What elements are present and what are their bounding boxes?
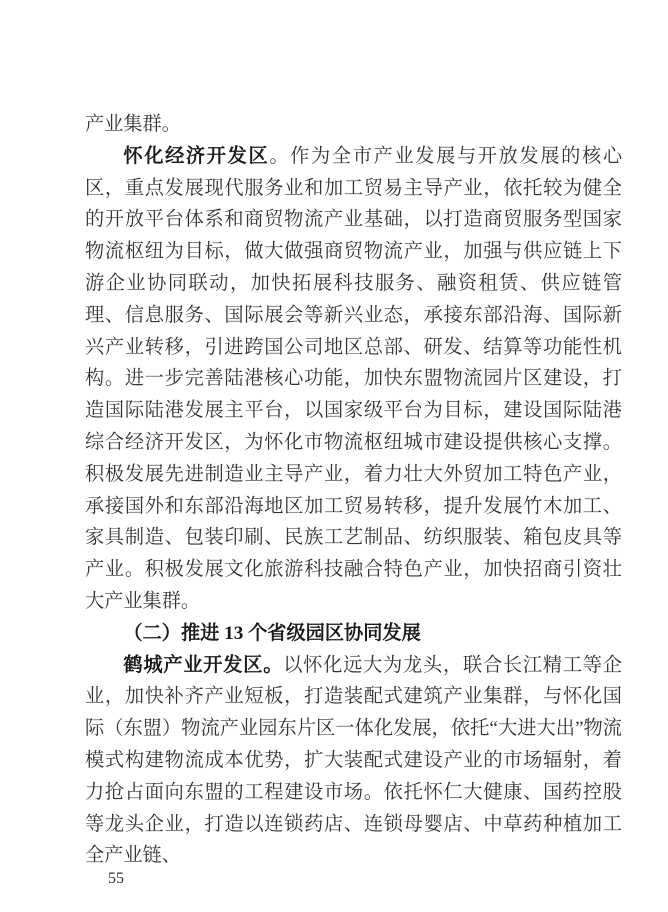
paragraph-lead-period: 。 bbox=[269, 145, 291, 167]
paragraph-lead-huaihua: 怀化经济开发区 bbox=[123, 145, 270, 167]
paragraph-text-hecheng: 以怀化远大为龙头，联合长江精工等企业，加快补齐产业短板，打造装配式建筑产业集群，与怀化国际（东盟）物流产业园东片区一体化发展，依托“大进大出”物流模式构建物流成本优势，扩大装配式建设产业的市场辐射，着力抢占面向东盟的工程建设市场。依托怀仁大健康、国药控股等龙头企业，打造以连锁药店、连锁母婴店、中草药种植加工全产业链、 bbox=[85, 654, 623, 867]
paragraph-lead-hecheng: 鹤城产业开发区。 bbox=[123, 654, 284, 676]
paragraph-hecheng-industrial-zone bbox=[85, 650, 622, 873]
paragraph-continuation: 产业集群。 bbox=[85, 114, 181, 135]
page-body-text bbox=[85, 109, 622, 872]
paragraph-text-huaihua: 作为全市产业发展与开放发展的核心区，重点发展现代服务业和加工贸易主导产业，依托较为健全的开放平台体系和商贸物流产业基础，以打造商贸服务型国家物流枢纽为目标，做大做强商贸物流产业，加强与供应链上下游企业协同联动，加快拓展科技服务、融资租赁、供应链管理、信息服务、国际展会等新兴业态，承接东部沿海、国际新兴产业转移，引进跨国公司地区总部、研发、结算等功能性机构。进一步完善陆港核心功能，加快东盟物流园片区建设，打造国际陆港发展主平台，以国家级平台为目标，建设国际陆港综合经济开发区，为怀化市物流枢纽城市建设提供核心支撑。积极发展先进制造业主导产业，着力壮大外贸加工特色产业，承接国外和东部沿海地区加工贸易转移，提升发展竹木加工、家具制造、包装印刷、民族工艺制品、纺织服装、箱包皮具等产业。积极发展文化旅游科技融合特色产业，加快招商引资壮大产业集群。 bbox=[85, 145, 623, 612]
page-number: 55 bbox=[108, 870, 124, 887]
paragraph-huaihua-economic-zone bbox=[85, 141, 622, 618]
section-heading-provincial-parks: （二）推进 13 个省级园区协同发展 bbox=[123, 622, 421, 644]
